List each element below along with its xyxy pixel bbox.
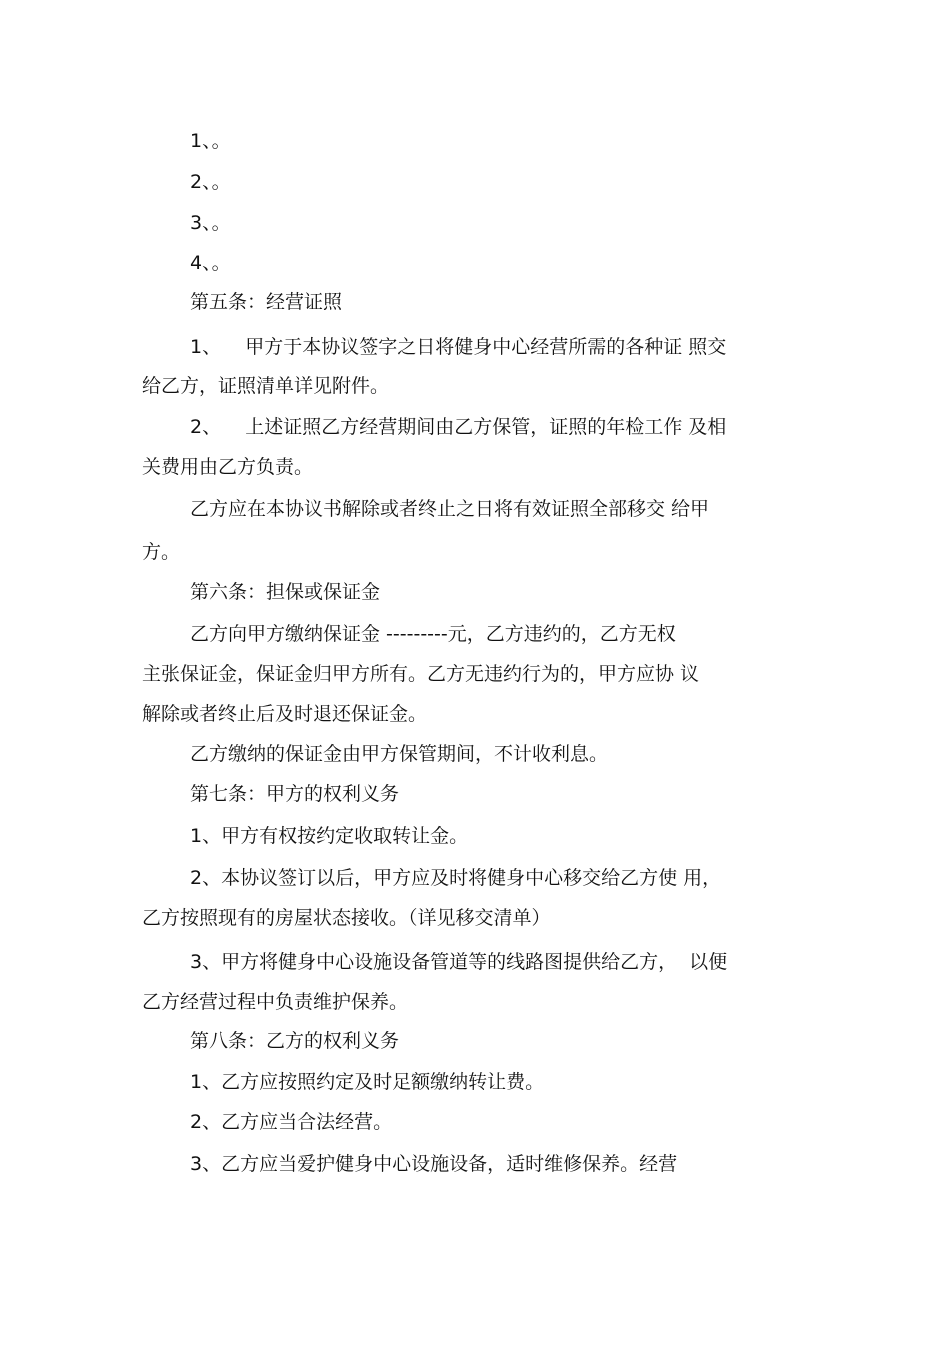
paragraph-line: 乙方经营过程中负责维护保养。 [142, 991, 409, 1013]
list-item: 2、乙方应当合法经营。 [190, 1111, 393, 1133]
list-item: 2、。 [190, 171, 231, 193]
list-item: 3、乙方应当爱护健身中心设施设备，适时维修保养。经营 [190, 1153, 678, 1175]
paragraph-line: 乙方缴纳的保证金由甲方保管期间，不计收利息。 [190, 743, 609, 765]
list-item: 1、。 [190, 130, 231, 152]
list-item: 2、本协议签订以后，甲方应及时将健身中心移交给乙方使 用， [190, 867, 722, 889]
section-heading: 第八条：乙方的权利义务 [190, 1030, 400, 1052]
paragraph-line: 乙方应在本协议书解除或者终止之日将有效证照全部移交 给甲 [190, 498, 710, 520]
paragraph-line: 方。 [142, 541, 181, 563]
list-item: 4、。 [190, 252, 231, 274]
section-heading: 第五条：经营证照 [190, 291, 343, 313]
paragraph-line: 给乙方，证照清单详见附件。 [142, 375, 390, 397]
paragraph-line: 乙方按照现有的房屋状态接收。（详见移交清单） [142, 907, 551, 929]
section-heading: 第六条：担保或保证金 [190, 581, 381, 603]
section-heading: 第七条：甲方的权利义务 [190, 783, 400, 805]
list-item: 1、甲方有权按约定收取转让金。 [190, 825, 469, 847]
list-item: 3、甲方将健身中心设施设备管道等的线路图提供给乙方， 以便 [190, 951, 728, 973]
paragraph-line: 1、 甲方于本协议签字之日将健身中心经营所需的各种证 照交 [190, 336, 727, 358]
paragraph-line: 主张保证金，保证金归甲方所有。乙方无违约行为的，甲方应协 议 [142, 663, 700, 685]
paragraph-line: 2、 上述证照乙方经营期间由乙方保管，证照的年检工作 及相 [190, 416, 727, 438]
paragraph-line: 乙方向甲方缴纳保证金 ---------元，乙方违约的，乙方无权 [190, 623, 676, 645]
list-item: 3、。 [190, 212, 231, 234]
paragraph-line: 解除或者终止后及时退还保证金。 [142, 703, 428, 725]
list-item: 1、乙方应按照约定及时足额缴纳转让费。 [190, 1071, 545, 1093]
paragraph-line: 关费用由乙方负责。 [142, 456, 314, 478]
